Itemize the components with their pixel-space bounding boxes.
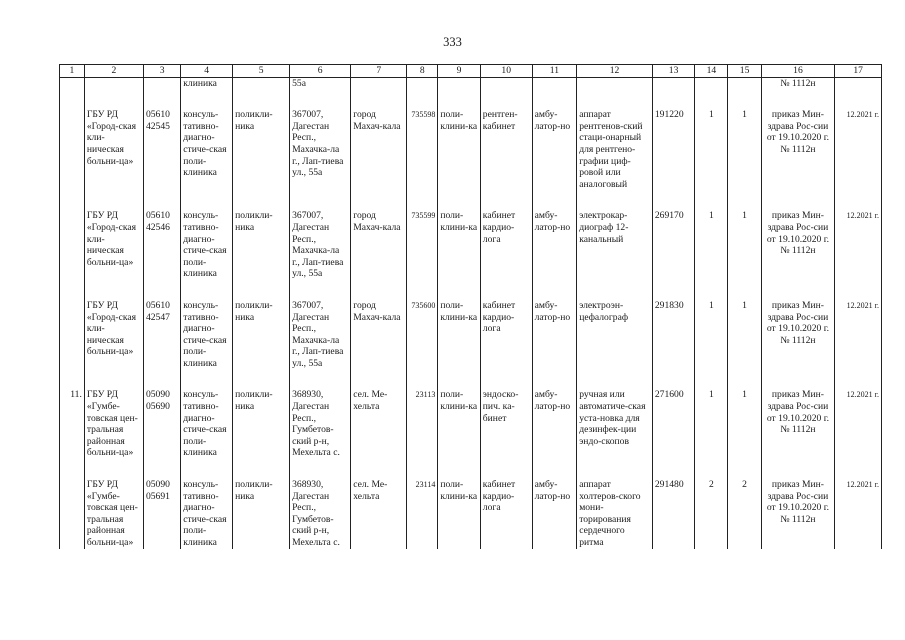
cell-c14: 1 bbox=[695, 190, 728, 280]
cell-c17: 12.2021 г. bbox=[835, 280, 882, 370]
cell-c7: сел. Ме-хельта bbox=[351, 459, 407, 549]
cell: 55а bbox=[290, 77, 351, 89]
cell bbox=[835, 77, 882, 89]
cell-c4: консуль-тативно-диагно-стиче-ская поли-клиника bbox=[181, 280, 233, 370]
cell-c16: приказ Мин-здрава Рос-сии от 19.10.2020 г. № 1112н bbox=[761, 89, 835, 190]
cell-c17: 12.2021 г. bbox=[835, 190, 882, 280]
column-header: 15 bbox=[728, 65, 761, 78]
page-number: 333 bbox=[443, 35, 462, 49]
continuation-row bbox=[60, 77, 882, 89]
cell-c2: ГБУ РД «Город-ская кли-ническая больни-ца» bbox=[84, 280, 143, 370]
cell-c4: консуль-тативно-диагно-стиче-ская поли-клиника bbox=[181, 369, 233, 459]
cell: клиника bbox=[181, 77, 233, 89]
cell-c4: консуль-тативно-диагно-стиче-ская поли-клиника bbox=[181, 89, 233, 190]
cell-c11: амбу-латор-но bbox=[532, 190, 577, 280]
table-row bbox=[60, 459, 882, 549]
table-row bbox=[60, 190, 882, 280]
cell bbox=[577, 77, 653, 89]
cell-c15: 1 bbox=[728, 369, 761, 459]
cell-c9: поли-клини-ка bbox=[438, 459, 480, 549]
column-header: 8 bbox=[407, 65, 438, 78]
cell-c13: 271600 bbox=[652, 369, 694, 459]
cell-c14: 2 bbox=[695, 459, 728, 549]
cell bbox=[351, 77, 407, 89]
cell-c8: 23113 bbox=[407, 369, 438, 459]
cell-c13: 269170 bbox=[652, 190, 694, 280]
cell bbox=[84, 77, 143, 89]
cell-c10: эндоско-пич. ка-бинет bbox=[480, 369, 532, 459]
cell-c7: город Махач-кала bbox=[351, 190, 407, 280]
equipment-table bbox=[59, 64, 882, 549]
column-header: 3 bbox=[143, 65, 180, 78]
cell-c8: 735599 bbox=[407, 190, 438, 280]
column-header: 14 bbox=[695, 65, 728, 78]
column-header: 10 bbox=[480, 65, 532, 78]
cell-c11: амбу-латор-но bbox=[532, 89, 577, 190]
cell bbox=[407, 77, 438, 89]
cell-c3: 05090 05690 bbox=[143, 369, 180, 459]
cell-c1 bbox=[60, 190, 85, 280]
cell-c2: ГБУ РД «Гумбе-товская цен-тральная районная больни-ца» bbox=[84, 459, 143, 549]
cell-c3: 05090 05691 bbox=[143, 459, 180, 549]
cell-c5: поликли-ника bbox=[233, 369, 290, 459]
cell-c1 bbox=[60, 459, 85, 549]
cell-c17: 12.2021 г. bbox=[835, 369, 882, 459]
cell bbox=[695, 77, 728, 89]
cell: № 1112н bbox=[761, 77, 835, 89]
cell-c2: ГБУ РД «Город-ская кли-ническая больни-ца» bbox=[84, 190, 143, 280]
column-header: 12 bbox=[577, 65, 653, 78]
cell-c15: 2 bbox=[728, 459, 761, 549]
cell-c16: приказ Мин-здрава Рос-сии от 19.10.2020 г. № 1112н bbox=[761, 190, 835, 280]
cell-c7: город Махач-кала bbox=[351, 89, 407, 190]
cell-c1: 11. bbox=[60, 369, 85, 459]
column-header: 4 bbox=[181, 65, 233, 78]
cell-c11: амбу-латор-но bbox=[532, 459, 577, 549]
column-header: 17 bbox=[835, 65, 882, 78]
cell-c13: 291480 bbox=[652, 459, 694, 549]
cell-c15: 1 bbox=[728, 89, 761, 190]
column-header: 16 bbox=[761, 65, 835, 78]
column-header: 2 bbox=[84, 65, 143, 78]
cell-c16: приказ Мин-здрава Рос-сии от 19.10.2020 г. № 1112н bbox=[761, 369, 835, 459]
cell-c4: консуль-тативно-диагно-стиче-ская поли-клиника bbox=[181, 459, 233, 549]
cell bbox=[532, 77, 577, 89]
cell-c14: 1 bbox=[695, 89, 728, 190]
cell-c2: ГБУ РД «Город-ская кли-ническая больни-ца» bbox=[84, 89, 143, 190]
cell-c6: 368930, Дагестан Респ., Гумбетов-ский р-н, Мехельта с. bbox=[290, 369, 351, 459]
cell-c7: сел. Ме-хельта bbox=[351, 369, 407, 459]
cell bbox=[233, 77, 290, 89]
cell-c16: приказ Мин-здрава Рос-сии от 19.10.2020 г. № 1112н bbox=[761, 459, 835, 549]
cell-c11: амбу-латор-но bbox=[532, 369, 577, 459]
cell-c11: амбу-латор-но bbox=[532, 280, 577, 370]
cell-c12: аппарат рентгенов-ский стаци-онарный для рентгено-графии циф-ровой или аналоговый bbox=[577, 89, 653, 190]
column-header: 7 bbox=[351, 65, 407, 78]
cell-c16: приказ Мин-здрава Рос-сии от 19.10.2020 г. № 1112н bbox=[761, 280, 835, 370]
cell-c5: поликли-ника bbox=[233, 280, 290, 370]
cell-c9: поли-клини-ка bbox=[438, 89, 480, 190]
cell-c8: 23114 bbox=[407, 459, 438, 549]
cell bbox=[728, 77, 761, 89]
column-header: 5 bbox=[233, 65, 290, 78]
column-header: 11 bbox=[532, 65, 577, 78]
cell-c1 bbox=[60, 280, 85, 370]
cell-c6: 367007, Дагестан Респ., Махачка-ла г., Лап-тиева ул., 55а bbox=[290, 280, 351, 370]
cell-c9: поли-клини-ка bbox=[438, 190, 480, 280]
cell-c10: кабинет кардио-лога bbox=[480, 459, 532, 549]
cell bbox=[652, 77, 694, 89]
cell-c10: кабинет кардио-лога bbox=[480, 280, 532, 370]
table-row bbox=[60, 280, 882, 370]
cell-c9: поли-клини-ка bbox=[438, 369, 480, 459]
column-header: 6 bbox=[290, 65, 351, 78]
column-header: 1 bbox=[60, 65, 85, 78]
cell-c17: 12.2021 г. bbox=[835, 459, 882, 549]
cell-c15: 1 bbox=[728, 190, 761, 280]
cell-c3: 05610 42546 bbox=[143, 190, 180, 280]
table-row bbox=[60, 89, 882, 190]
cell-c12: аппарат холтеров-ского мони-торирования сердечного ритма bbox=[577, 459, 653, 549]
cell-c1 bbox=[60, 89, 85, 190]
cell-c5: поликли-ника bbox=[233, 190, 290, 280]
cell-c15: 1 bbox=[728, 280, 761, 370]
cell bbox=[480, 77, 532, 89]
cell-c14: 1 bbox=[695, 280, 728, 370]
column-header: 9 bbox=[438, 65, 480, 78]
cell-c8: 735598 bbox=[407, 89, 438, 190]
cell-c6: 368930, Дагестан Респ., Гумбетов-ский р-н, Мехельта с. bbox=[290, 459, 351, 549]
cell-c8: 735600 bbox=[407, 280, 438, 370]
cell-c14: 1 bbox=[695, 369, 728, 459]
cell-c6: 367007, Дагестан Респ., Махачка-ла г., Лап-тиева ул., 55а bbox=[290, 190, 351, 280]
cell-c10: рентген-кабинет bbox=[480, 89, 532, 190]
cell-c4: консуль-тативно-диагно-стиче-ская поли-клиника bbox=[181, 190, 233, 280]
cell-c2: ГБУ РД «Гумбе-товская цен-тральная районная больни-ца» bbox=[84, 369, 143, 459]
cell bbox=[60, 77, 85, 89]
cell-c10: кабинет кардио-лога bbox=[480, 190, 532, 280]
cell-c12: ручная или автоматиче-ская уста-новка для дезинфек-ции эндо-скопов bbox=[577, 369, 653, 459]
table-row bbox=[60, 369, 882, 459]
cell bbox=[143, 77, 180, 89]
cell-c6: 367007, Дагестан Респ., Махачка-ла г., Лап-тиева ул., 55а bbox=[290, 89, 351, 190]
cell-c7: город Махач-кала bbox=[351, 280, 407, 370]
cell-c3: 05610 42547 bbox=[143, 280, 180, 370]
cell-c12: электрокар-диограф 12-канальный bbox=[577, 190, 653, 280]
cell-c5: поликли-ника bbox=[233, 459, 290, 549]
column-header: 13 bbox=[652, 65, 694, 78]
cell-c12: электроэн-цефалограф bbox=[577, 280, 653, 370]
cell-c5: поликли-ника bbox=[233, 89, 290, 190]
cell-c9: поли-клини-ка bbox=[438, 280, 480, 370]
cell-c17: 12.2021 г. bbox=[835, 89, 882, 190]
header-row bbox=[60, 65, 882, 78]
cell-c3: 05610 42545 bbox=[143, 89, 180, 190]
cell bbox=[438, 77, 480, 89]
cell-c13: 191220 bbox=[652, 89, 694, 190]
cell-c13: 291830 bbox=[652, 280, 694, 370]
